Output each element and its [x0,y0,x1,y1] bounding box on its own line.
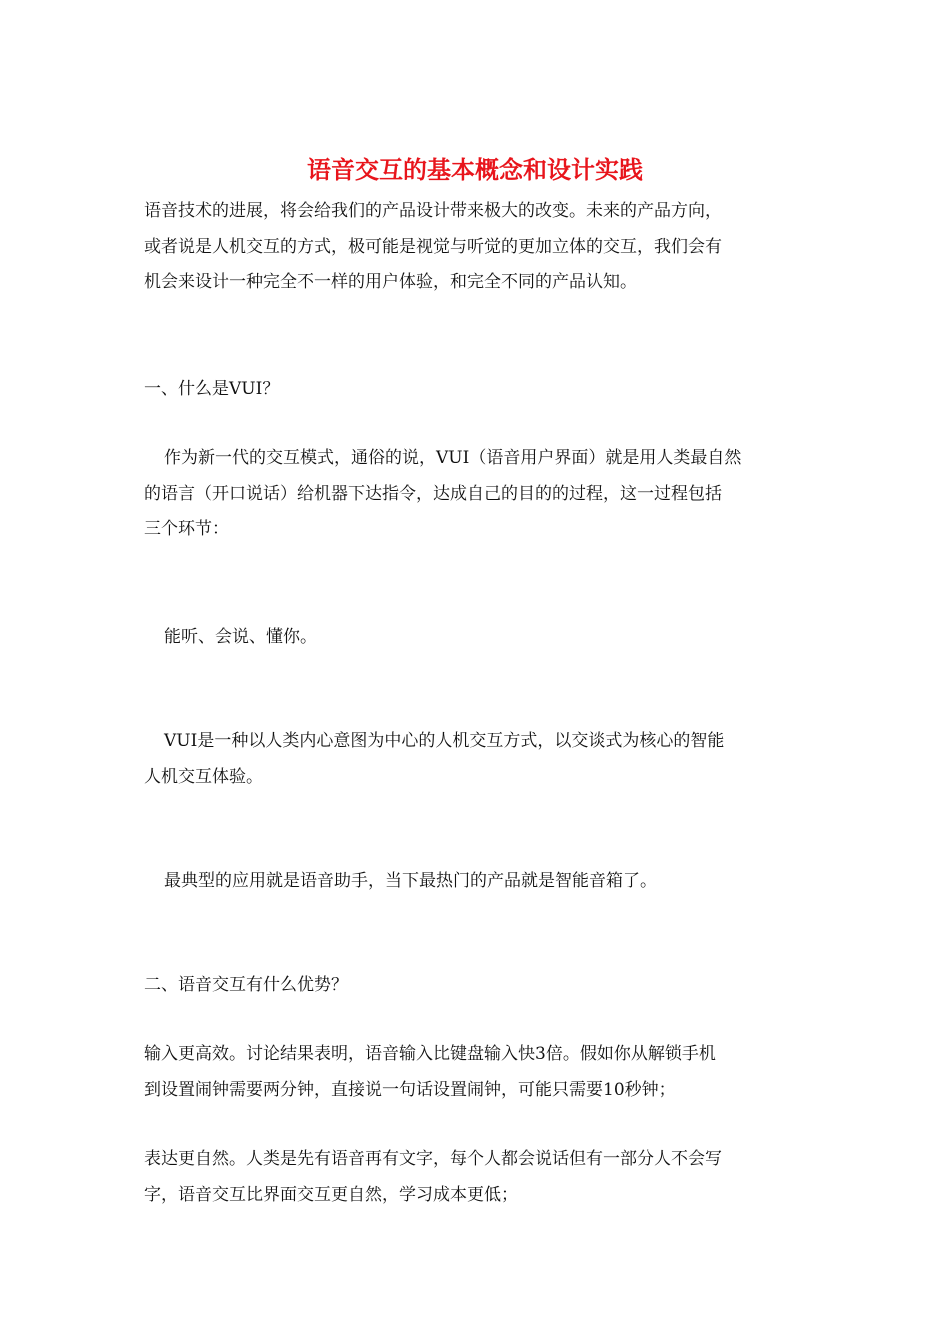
section1-paragraph-4: 最典型的应用就是语音助手，当下最热门的产品就是智能音箱了。 [164,871,657,891]
section2-heading: 二、语音交互有什么优势？ [144,975,348,995]
section2-paragraph-2 [144,1142,809,1213]
section1-paragraph-3 [144,724,809,795]
intro-line: 机会来设计一种完全不一样的用户体验，和完全不同的产品认知。 [144,272,637,292]
document-title: 语音交互的基本概念和设计实践 [307,155,643,184]
section1-paragraph-1 [144,441,809,548]
section2-paragraph-1 [144,1037,809,1108]
intro-line: 语音技术的进展，将会给我们的产品设计带来极大的改变。未来的产品方向， [144,201,722,221]
paragraph-line: 的语言（开口说话）给机器下达指令，达成自己的目的的过程，这一过程包括 [144,483,722,504]
section1-heading: 一、什么是VUI？ [144,379,280,399]
paragraph-line: 人机交互体验。 [144,766,263,787]
paragraph-line: VUI是一种以人类内心意图为中心的人机交互方式，以交谈式为核心的智能 [164,731,725,751]
paragraph-line: 三个环节： [144,519,229,539]
paragraph-line: 输入更高效。讨论结果表明，语音输入比键盘输入快3倍。假如你从解锁手机 [144,1044,716,1064]
paragraph-line: 作为新一代的交互模式，通俗的说，VUI（语音用户界面）就是用人类最自然 [164,448,742,468]
intro-paragraph [144,194,809,301]
paragraph-line: 到设置闹钟需要两分钟，直接说一句话设置闹钟，可能只需要10秒钟； [144,1079,676,1100]
paragraph-line: 字，语音交互比界面交互更自然，学习成本更低； [144,1184,518,1205]
intro-line: 或者说是人机交互的方式，极可能是视觉与听觉的更加立体的交互，我们会有 [144,236,722,257]
section1-paragraph-2: 能听、会说、懂你。 [164,627,317,647]
paragraph-line: 表达更自然。人类是先有语音再有文字，每个人都会说话但有一部分人不会写 [144,1149,722,1169]
